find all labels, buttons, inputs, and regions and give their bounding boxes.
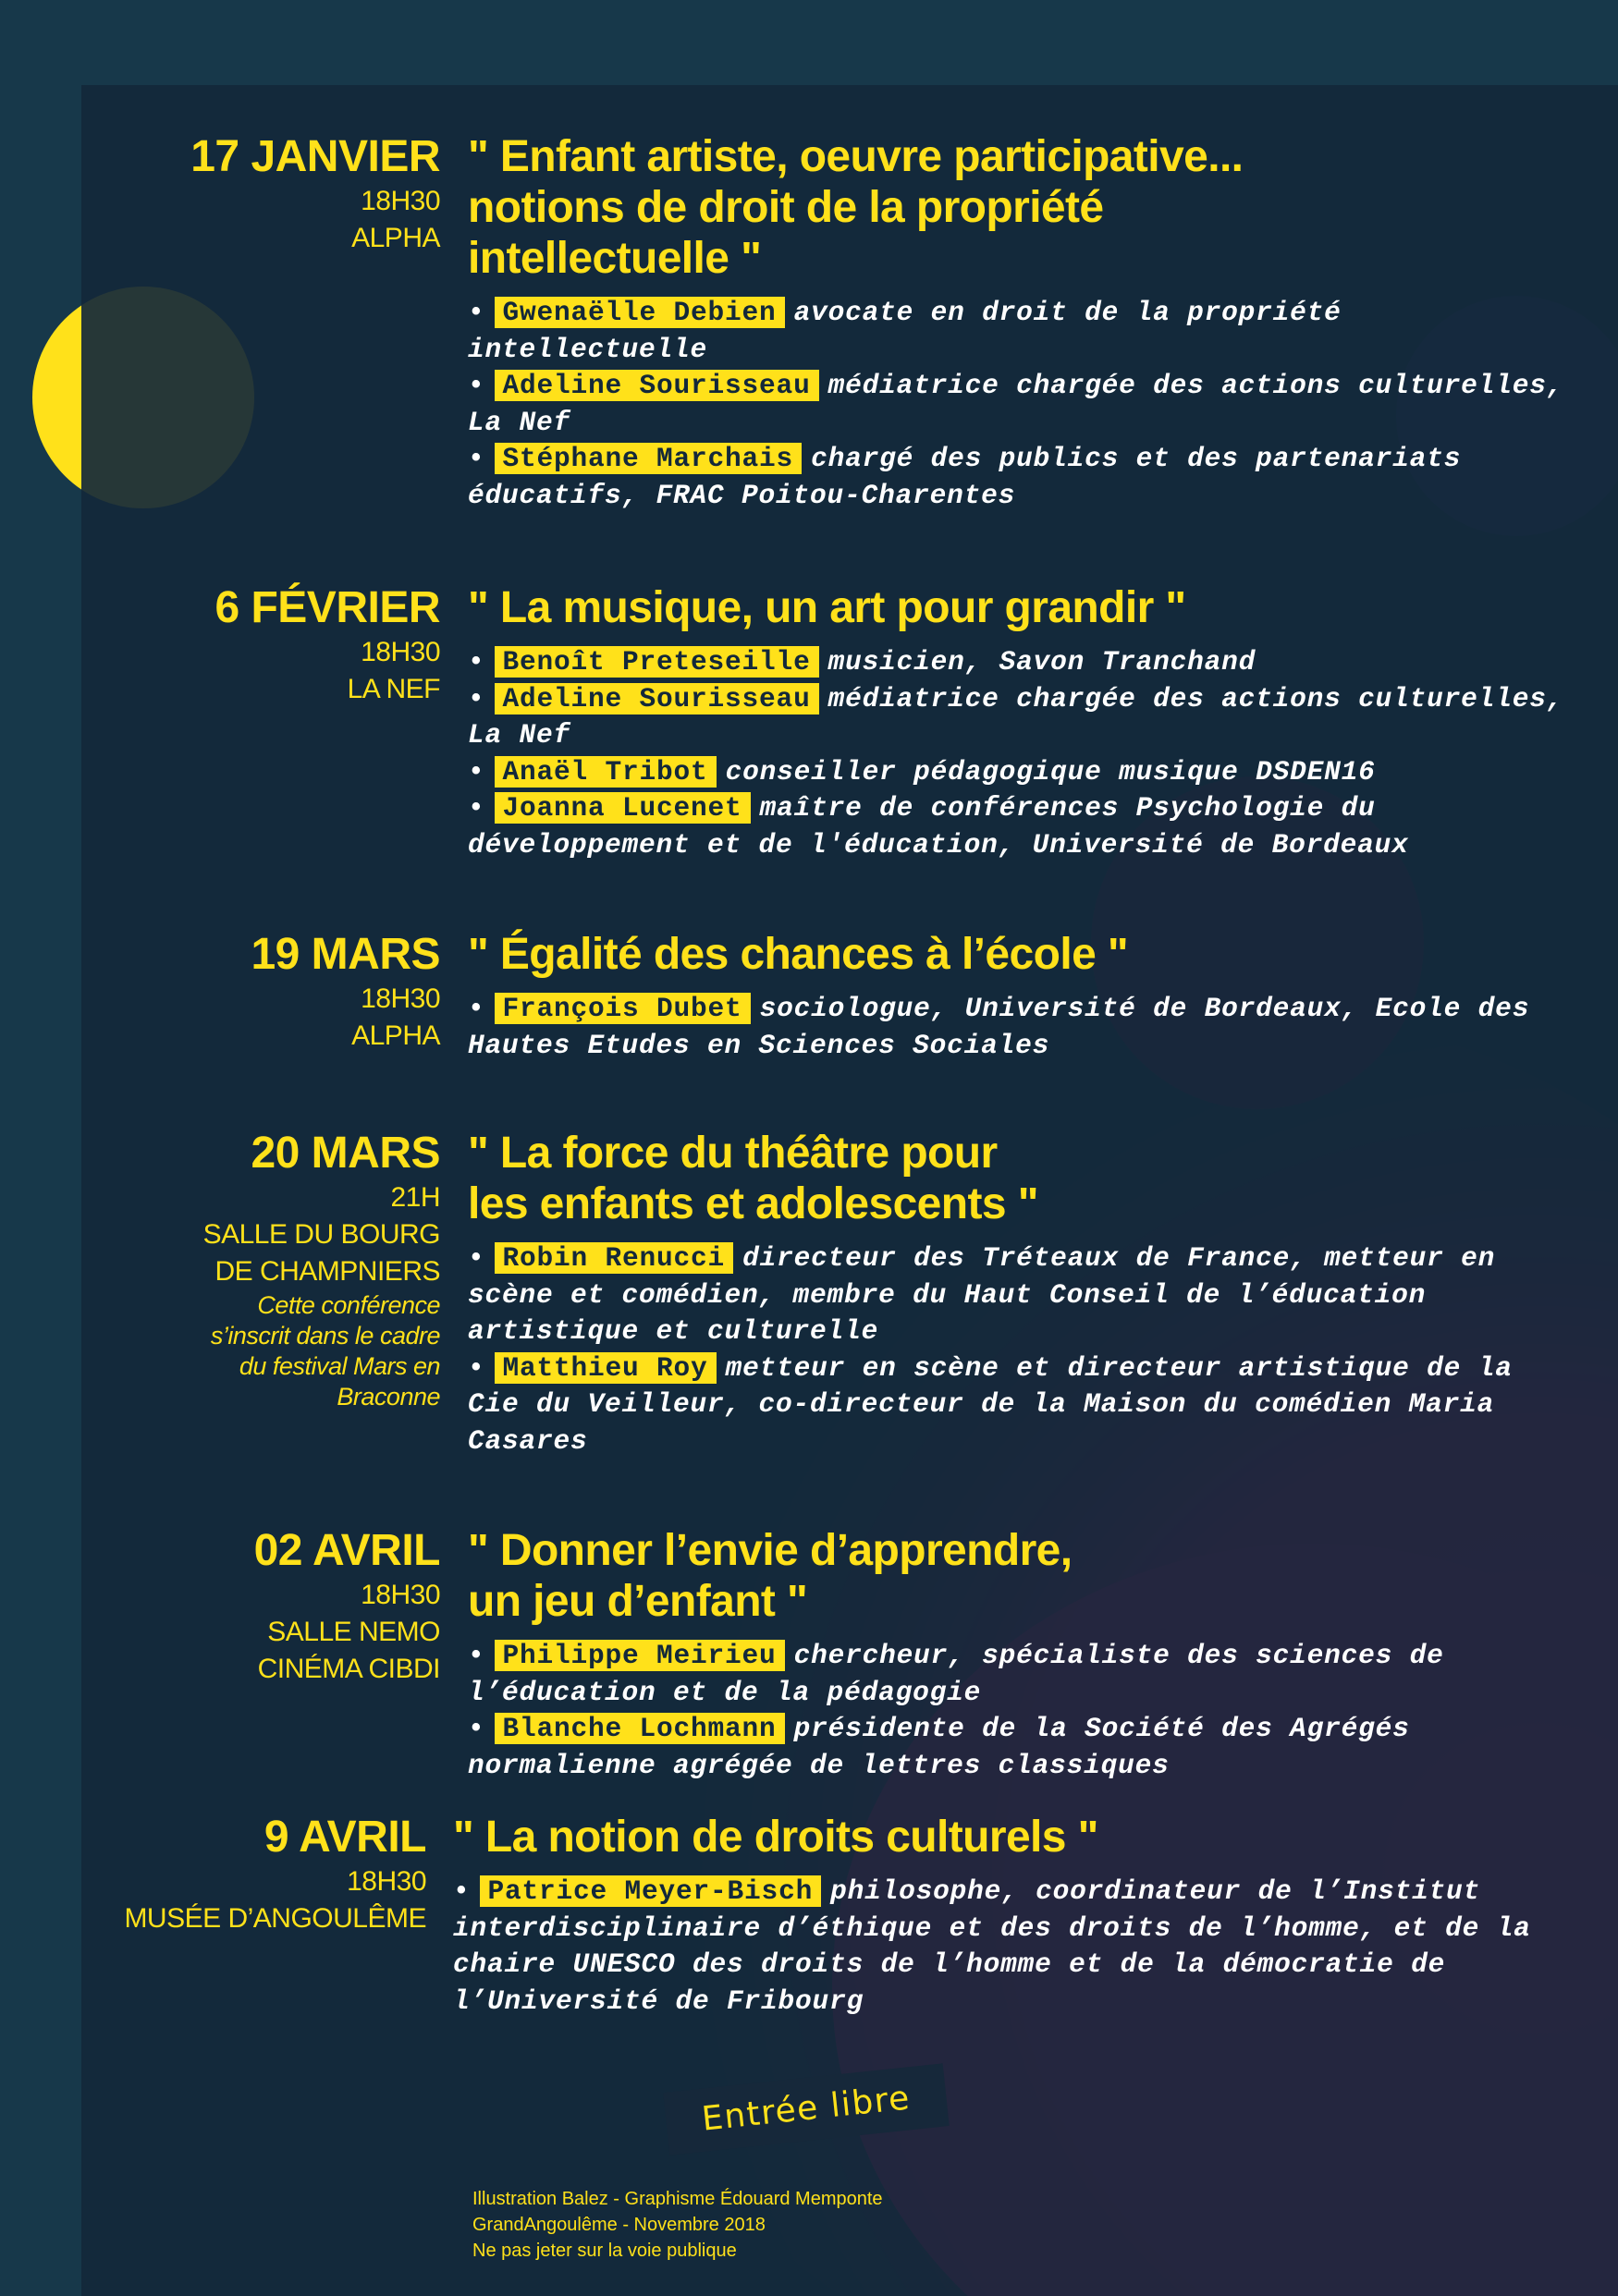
event-meta (55, 929, 440, 1055)
event-place: ALPHA (351, 1020, 440, 1051)
event-time: 18H30 (361, 637, 440, 667)
speaker-name: Adeline Sourisseau (495, 370, 819, 401)
event-title: " Enfant artiste, oeuvre participative... notions de droit de la propriété intellectuelle " (468, 132, 1244, 283)
event-content (468, 131, 1577, 514)
speaker-name: Robin Renucci (495, 1242, 734, 1274)
speaker-name: François Dubet (495, 993, 751, 1024)
event-note: Cette conférence s’inscrit dans le cadre du festival Mars en Braconne (210, 1291, 440, 1411)
credit-line: Illustration Balez - Graphisme Édouard Memponte (472, 2189, 883, 2209)
speaker-list (453, 1874, 1563, 2020)
speaker: • Benoît Preteseille musicien, Savon Tranchand (468, 646, 1256, 678)
speaker: • Stéphane Marchais chargé des publics et des partenariats éducatifs, FRAC Poitou-Charentes (468, 443, 1462, 511)
speaker: • Philippe Meirieu chercheur, spécialiste des sciences de l’éducation et de la pédagogie (468, 1640, 1444, 1708)
event-title: " Donner l’envie d’apprendre, un jeu d’enfant " (468, 1526, 1073, 1626)
speaker-name: Matthieu Roy (495, 1352, 717, 1384)
speaker-role: directeur des Tréteaux de France, metteur en scène et comédien, membre du Haut Conseil de l’éducation artistique et culturelle (468, 1242, 1496, 1347)
credit-line: Ne pas jeter sur la voie publique (472, 2241, 737, 2261)
event-meta (42, 1812, 426, 1937)
event-place: ALPHA (351, 223, 440, 253)
speaker-list (468, 295, 1577, 514)
speaker-role: sociologue, Université de Bordeaux, Ecole des Hautes Etudes en Sciences Sociales (468, 993, 1530, 1061)
speaker-list (468, 1638, 1577, 1784)
speaker-name: Patrice Meyer-Bisch (480, 1875, 822, 1907)
event-date: 6 FÉVRIER (215, 583, 440, 632)
speaker-role: chercheur, spécialiste des sciences de l’éducation et de la pédagogie (468, 1640, 1444, 1708)
speaker-list (468, 1240, 1577, 1459)
event-time: 18H30 (361, 1580, 440, 1610)
event-date: 20 MARS (251, 1129, 440, 1178)
event-title: " Égalité des chances à l’école " (468, 930, 1129, 979)
speaker-role: conseiller pédagogique musique DSDEN16 (725, 755, 1376, 788)
speaker: • Robin Renucci directeur des Tréteaux de France, metteur en scène et comédien, membre du Haut Conseil de l’éducation artistique et culturelle (468, 1242, 1496, 1347)
event-title: " La notion de droits culturels " (453, 1813, 1098, 1862)
event-time: 18H30 (347, 1866, 426, 1897)
speaker: • Gwenaëlle Debien avocate en droit de la propriété intellectuelle (468, 297, 1342, 365)
speaker-role: médiatrice chargée des actions culturelles, La Nef (468, 370, 1564, 438)
event-date: 02 AVRIL (253, 1526, 440, 1575)
speaker-name: Stéphane Marchais (495, 443, 803, 474)
speaker-name: Benoît Preteseille (495, 646, 819, 678)
event-place: MUSÉE D’ANGOULÊME (124, 1903, 426, 1934)
event-content (468, 1525, 1577, 1784)
speaker-name: Gwenaëlle Debien (495, 297, 785, 328)
speaker-list (468, 991, 1577, 1064)
event-date: 9 AVRIL (264, 1813, 426, 1862)
speaker-role: philosophe, coordinateur de l’Institut interdisciplinaire d’éthique et des droits de l’homme, et de la chaire UNESCO des droits de l’homme et de la démocratie de l’Université de Fribourg (453, 1875, 1531, 2017)
speaker-role: musicien, Savon Tranchand (827, 646, 1256, 678)
speaker: • Adeline Sourisseau médiatrice chargée des actions culturelles, La Nef (468, 370, 1564, 438)
speaker: • François Dubet sociologue, Université de Bordeaux, Ecole des Hautes Etudes en Sciences Sociales (468, 993, 1530, 1061)
event-date: 19 MARS (251, 930, 440, 979)
event-meta (55, 131, 440, 257)
speaker-role: présidente de la Société des Agrégés normalienne agrégée de lettres classiques (468, 1713, 1410, 1781)
speaker-list (468, 644, 1577, 863)
speaker-role: avocate en droit de la propriété intellectuelle (468, 297, 1342, 365)
event-content (453, 1812, 1563, 2020)
speaker-role: maître de conférences Psychologie du développement et de l'éducation, Université de Bordeaux (468, 792, 1409, 861)
speaker: • Adeline Sourisseau médiatrice chargée des actions culturelles, La Nef (468, 682, 1564, 751)
event-place: DE CHAMPNIERS (215, 1256, 440, 1287)
event-time: 18H30 (361, 186, 440, 216)
event-time: 18H30 (361, 983, 440, 1014)
event-title: " La musique, un art pour grandir " (468, 583, 1186, 632)
speaker-name: Adeline Sourisseau (495, 683, 819, 714)
event-place: SALLE NEMO (267, 1617, 440, 1647)
event-place: SALLE DU BOURG (202, 1219, 440, 1250)
speaker-role: metteur en scène et directeur artistique de la Cie du Veilleur, co-directeur de la Maison du comédien Maria Casares (468, 1351, 1513, 1457)
event-meta (55, 582, 440, 708)
speaker-role: médiatrice chargée des actions culturelles, La Nef (468, 682, 1564, 751)
event-meta (55, 1525, 440, 1688)
speaker-name: Anaël Tribot (495, 756, 717, 788)
speaker-role: chargé des publics et des partenariats éducatifs, FRAC Poitou-Charentes (468, 443, 1462, 511)
event-date: 17 JANVIER (190, 132, 440, 181)
event-time: 21H (390, 1182, 440, 1213)
speaker-name: Blanche Lochmann (495, 1713, 785, 1744)
speaker: • Patrice Meyer-Bisch philosophe, coordinateur de l’Institut interdisciplinaire d’éthique et des droits de l’homme, et de la chaire UNESCO des droits de l’homme et de la démocratie de l’Université de Fribourg (453, 1875, 1531, 2017)
event-place: LA NEF (347, 674, 440, 704)
speaker-name: Joanna Lucenet (495, 792, 751, 824)
free-entry-badge: Entrée libre (663, 2063, 949, 2155)
event-title: " La force du théâtre pour les enfants et adolescents " (468, 1129, 1038, 1228)
speaker: • Anaël Tribot conseiller pédagogique musique DSDEN16 (468, 755, 1376, 788)
event-meta (55, 1128, 440, 1412)
speaker: • Matthieu Roy metteur en scène et directeur artistique de la Cie du Veilleur, co-directeur de la Maison du comédien Maria Casares (468, 1351, 1513, 1457)
credits (472, 2186, 883, 2264)
event-content (468, 582, 1577, 863)
event-content (468, 1128, 1577, 1459)
speaker: • Blanche Lochmann présidente de la Société des Agrégés normalienne agrégée de lettres classiques (468, 1713, 1410, 1781)
event-content (468, 929, 1577, 1064)
speaker-name: Philippe Meirieu (495, 1640, 785, 1671)
credit-line: GrandAngoulême - Novembre 2018 (472, 2215, 766, 2235)
event-place: CINÉMA CIBDI (257, 1654, 440, 1684)
speaker: • Joanna Lucenet maître de conférences Psychologie du développement et de l'éducation, Université de Bordeaux (468, 792, 1409, 861)
